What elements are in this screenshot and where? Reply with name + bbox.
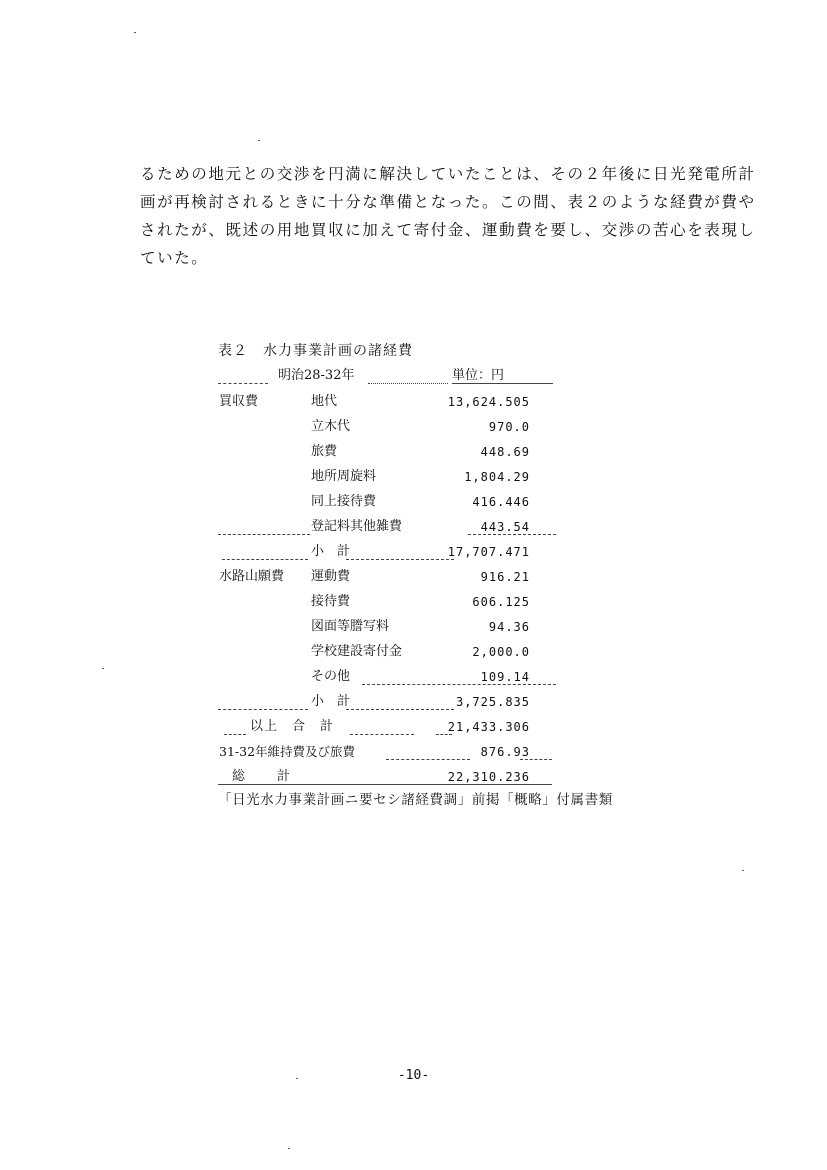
row-amount: 448.69 (480, 445, 530, 459)
table-row (0, 492, 827, 516)
row-amount: 876.93 (480, 745, 530, 759)
body-paragraph (140, 160, 756, 272)
row-item: その他 (311, 669, 351, 684)
table-row (0, 592, 827, 616)
row-amount: 94.36 (488, 620, 530, 634)
table-caption: 表２ 水力事業計画の諸経費 (218, 343, 413, 359)
row-amount: 17,707.471 (447, 545, 530, 559)
row-item: 図面等謄写料 (311, 619, 390, 634)
row-amount: 606.125 (472, 595, 530, 609)
paragraph-line: 画が再検討されるときに十分な準備となった。この間、表２のような経費が費や (140, 193, 756, 211)
paragraph-line: されたが、既述の用地買収に加えて寄付金、運動費を要し、交渉の苦心を表現し (140, 221, 756, 239)
row-amount: 443.54 (480, 520, 530, 534)
row-category: 31-32年維持費及び旅費 (219, 744, 356, 759)
row-amount: 916.21 (480, 570, 530, 584)
row-amount: 1,804.29 (464, 470, 530, 484)
table-row-subtotal (0, 692, 827, 716)
row-item: 運動費 (311, 569, 351, 584)
row-item: 同上接待費 (311, 494, 377, 509)
table-row (0, 417, 827, 441)
row-category: 水路山願費 (219, 569, 285, 584)
row-amount: 970.0 (488, 420, 530, 434)
table-row-subtotal (0, 542, 827, 566)
table-row (0, 392, 827, 416)
row-item: 小 計 (311, 694, 351, 709)
table-row (0, 642, 827, 666)
row-amount: 2,000.0 (472, 645, 530, 659)
table-source: 「日光水力事業計画ニ要セシ諸経費調」前掲「概略」付属書類 (218, 792, 613, 808)
row-category: 総 計 (232, 769, 293, 784)
row-category: 以上 合 計 (250, 719, 335, 734)
paragraph-line: るための地元との交渉を円満に解決していたことは、その２年後に日光発電所計 (140, 165, 756, 183)
row-category: 買収費 (219, 394, 259, 409)
table-row (0, 667, 827, 691)
table-unit: 単位：円 (452, 368, 505, 383)
row-item: 学校建設寄付金 (311, 644, 403, 659)
row-item: 小 計 (311, 544, 351, 559)
row-amount: 416.446 (472, 495, 530, 509)
table-header-row (0, 366, 827, 390)
row-item: 接待費 (311, 594, 351, 609)
row-amount: 13,624.505 (447, 395, 530, 409)
table-period: 明治28-32年 (278, 368, 355, 383)
table-row (0, 617, 827, 641)
row-item: 登記料其他雑費 (311, 519, 403, 534)
table-row (0, 517, 827, 541)
row-item: 旅費 (311, 444, 338, 459)
table-row (0, 467, 827, 491)
table-row (0, 742, 827, 766)
paragraph-line: ていた。 (140, 249, 209, 267)
row-item: 地代 (311, 394, 338, 409)
table-row (0, 567, 827, 591)
table-row (0, 442, 827, 466)
row-amount: 3,725.835 (455, 695, 530, 709)
row-amount: 21,433.306 (447, 720, 530, 734)
table-row-total (0, 717, 827, 741)
row-item: 立木代 (311, 419, 351, 434)
row-amount: 22,310.236 (447, 770, 530, 784)
page-number: -10- (397, 1068, 430, 1083)
row-amount: 109.14 (480, 670, 530, 684)
row-item: 地所周旋料 (311, 469, 377, 484)
